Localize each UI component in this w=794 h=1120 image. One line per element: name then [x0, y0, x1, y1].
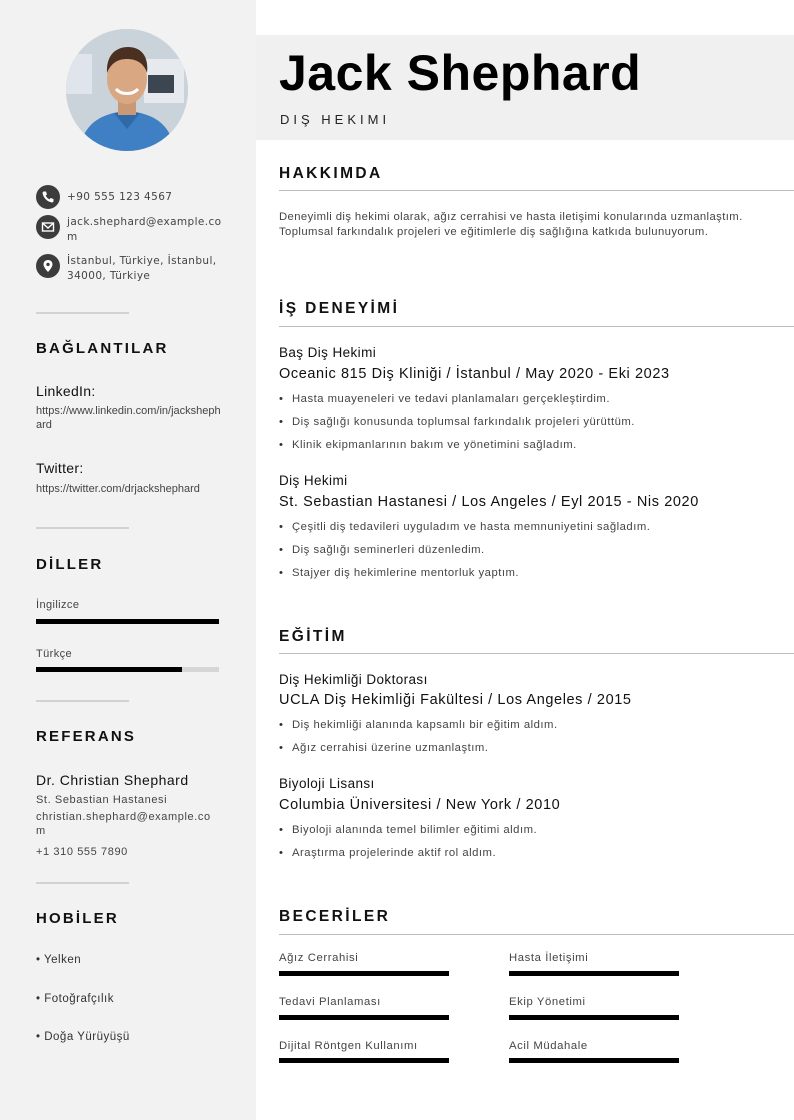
reference-name: Dr. Christian Shephard — [36, 772, 189, 788]
skill-level-fill — [279, 971, 449, 976]
language-level-bar — [36, 667, 219, 672]
reference-email[interactable]: christian.shephard@example.com — [36, 811, 211, 837]
language-name: İngilizce — [36, 599, 80, 611]
contact-address — [36, 254, 226, 284]
job-bullet: • Hasta muayeneleri ve tedavi planlamaları gerçekleştirdim. — [279, 393, 610, 405]
language-name: Türkçe — [36, 648, 73, 660]
twitter-label: Twitter: — [36, 460, 84, 476]
skill-level-fill — [509, 971, 679, 976]
location-pin-icon — [36, 254, 60, 278]
language-level-bar — [36, 619, 219, 624]
education-heading: EĞİTİM — [279, 628, 347, 645]
job-bullet-text: Hasta muayeneleri ve tedavi planlamaları gerçekleştirdim. — [292, 393, 610, 405]
profile-title: DIŞ HEKIMI — [280, 112, 391, 127]
education-degree: Biyoloji Lisansı — [279, 776, 375, 791]
education-meta: UCLA Diş Hekimliği Fakültesi / Los Angeles / 2015 — [279, 692, 632, 708]
job-bullet-text: Klinik ekipmanlarının bakım ve yönetimini sağladım. — [292, 439, 577, 451]
profile-photo — [66, 29, 188, 151]
education-bullet: • Araştırma projelerinde aktif rol aldım. — [279, 847, 497, 859]
sidebar-divider — [36, 882, 129, 884]
job-bullet: • Diş sağlığı konusunda toplumsal farkındalık projeleri yürüttüm. — [279, 416, 635, 428]
education-bullet: • Ağız cerrahisi üzerine uzmanlaştım. — [279, 742, 489, 754]
skill-name: Tedavi Planlaması — [279, 996, 381, 1008]
linkedin-url[interactable]: https://www.linkedin.com/in/jackshephard — [36, 405, 221, 431]
skill-level-bar — [279, 1015, 449, 1020]
job-meta: St. Sebastian Hastanesi / Los Angeles / Eyl 2015 - Nis 2020 — [279, 494, 699, 510]
education-bullet-text: Biyoloji alanında temel bilimler eğitimi aldım. — [292, 824, 538, 836]
education-bullet: • Biyoloji alanında temel bilimler eğitimi aldım. — [279, 824, 538, 836]
education-bullet: • Diş hekimliği alanında kapsamlı bir eğitim aldım. — [279, 719, 558, 731]
profile-photo-image — [66, 29, 188, 151]
profile-name: Jack Shephard — [279, 45, 642, 101]
skill-level-bar — [509, 1058, 679, 1063]
hobby-label: Yelken — [44, 954, 82, 966]
skill-name: Ekip Yönetimi — [509, 996, 586, 1008]
education-meta: Columbia Üniversitesi / New York / 2010 — [279, 797, 561, 813]
links-heading: BAĞLANTILAR — [36, 340, 169, 357]
email-text: jack.shephard@example.com — [67, 216, 222, 243]
education-bullet-text: Ağız cerrahisi üzerine uzmanlaştım. — [292, 742, 489, 754]
hobbies-heading: HOBİLER — [36, 910, 119, 927]
section-rule — [279, 190, 794, 191]
skill-level-bar — [279, 1058, 449, 1063]
hobby-item: • Fotoğrafçılık — [36, 993, 115, 1005]
languages-heading: DİLLER — [36, 556, 104, 573]
job-bullet: • Klinik ekipmanlarının bakım ve yönetimini sağladım. — [279, 439, 577, 451]
skill-name: Acil Müdahale — [509, 1040, 588, 1052]
education-bullet-text: Diş hekimliği alanında kapsamlı bir eğitim aldım. — [292, 719, 558, 731]
education-degree: Diş Hekimliği Doktorası — [279, 672, 428, 687]
skill-name: Ağız Cerrahisi — [279, 952, 359, 964]
contact-phone[interactable] — [36, 185, 226, 209]
twitter-url[interactable]: https://twitter.com/drjackshephard — [36, 483, 200, 495]
hobby-label: Doğa Yürüyüşü — [44, 1031, 130, 1043]
skill-level-fill — [279, 1015, 449, 1020]
contact-email[interactable] — [36, 215, 226, 245]
skill-level-fill — [509, 1058, 679, 1063]
hobby-item: • Yelken — [36, 954, 82, 966]
reference-heading: REFERANS — [36, 728, 137, 745]
job-bullet: • Diş sağlığı seminerleri düzenledim. — [279, 544, 485, 556]
experience-heading: İŞ DENEYİMİ — [279, 300, 400, 317]
job-role: Baş Diş Hekimi — [279, 345, 377, 360]
job-bullet-text: Stajyer diş hekimlerine mentorluk yaptım. — [292, 567, 520, 579]
envelope-icon — [36, 215, 60, 239]
skill-level-bar — [279, 971, 449, 976]
education-bullet-text: Araştırma projelerinde aktif rol aldım. — [292, 847, 497, 859]
address-text: İstanbul, Türkiye, İstanbul, 34000, Türkiye — [67, 255, 217, 282]
sidebar-divider — [36, 527, 129, 529]
phone-icon — [36, 185, 60, 209]
skill-level-bar — [509, 1015, 679, 1020]
language-level-fill — [36, 667, 182, 672]
section-rule — [279, 934, 794, 935]
hobby-label: Fotoğrafçılık — [44, 993, 115, 1005]
skill-level-fill — [279, 1058, 449, 1063]
reference-phone: +1 310 555 7890 — [36, 846, 128, 858]
job-bullet-text: Çeşitli diş tedavileri uyguladım ve hasta memnuniyetini sağladım. — [292, 521, 651, 533]
job-role: Diş Hekimi — [279, 473, 348, 488]
job-meta: Oceanic 815 Diş Kliniği / İstanbul / May 2020 - Eki 2023 — [279, 366, 670, 382]
job-bullet-text: Diş sağlığı seminerleri düzenledim. — [292, 544, 485, 556]
job-bullet: • Stajyer diş hekimlerine mentorluk yaptım. — [279, 567, 520, 579]
sidebar-divider — [36, 700, 129, 702]
job-bullet-text: Diş sağlığı konusunda toplumsal farkındalık projeleri yürüttüm. — [292, 416, 635, 428]
section-rule — [279, 653, 794, 654]
skill-name: Dijital Röntgen Kullanımı — [279, 1040, 418, 1052]
language-level-fill — [36, 619, 219, 624]
phone-text: +90 555 123 4567 — [67, 191, 173, 203]
about-heading: HAKKIMDA — [279, 165, 383, 182]
reference-org: St. Sebastian Hastanesi — [36, 794, 168, 806]
job-bullet: • Çeşitli diş tedavileri uyguladım ve hasta memnuniyetini sağladım. — [279, 521, 651, 533]
skill-name: Hasta İletişimi — [509, 952, 589, 964]
skill-level-fill — [509, 1015, 679, 1020]
skill-level-bar — [509, 971, 679, 976]
section-rule — [279, 326, 794, 327]
about-text: Deneyimli diş hekimi olarak, ağız cerrahisi ve hasta iletişimi konularında uzmanlaştım. Toplumsal farkındalık projeleri ve eğitimlerle diş sağlığına katkıda bulunuyorum. — [279, 211, 743, 238]
skills-heading: BECERİLER — [279, 908, 391, 925]
linkedin-label: LinkedIn: — [36, 383, 96, 399]
hobby-item: • Doğa Yürüyüşü — [36, 1031, 130, 1043]
sidebar-divider — [36, 312, 129, 314]
